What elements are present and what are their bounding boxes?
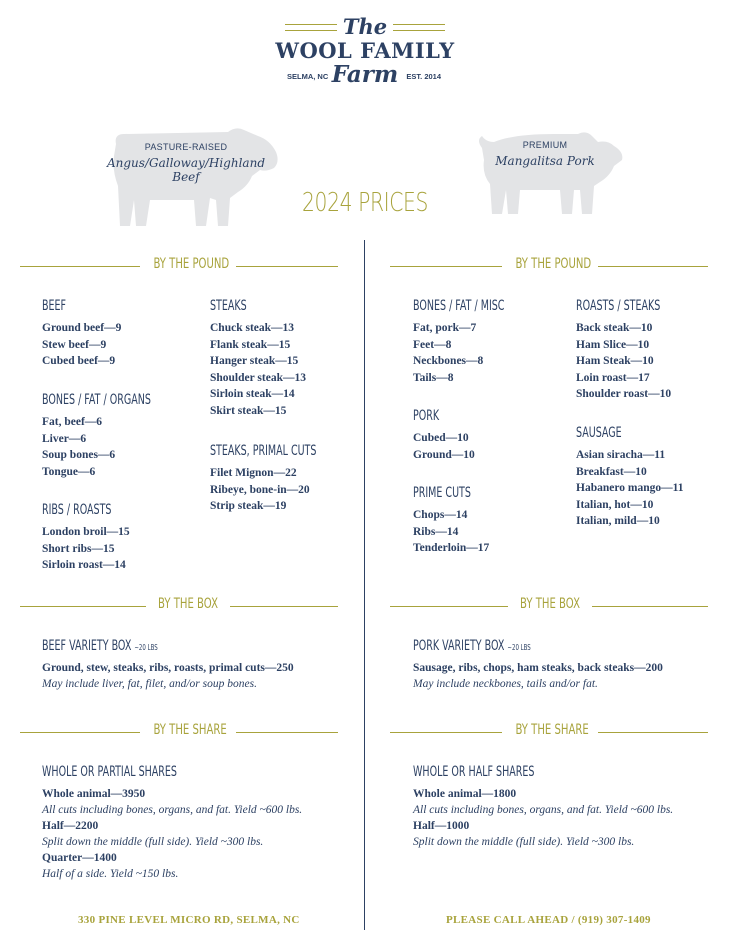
category-title	[413, 638, 583, 654]
box-weight: ~20 LBS	[507, 643, 531, 652]
beef-kicker: PASTURE-RAISED	[144, 142, 228, 152]
list-item: Hanger steak—15	[210, 355, 299, 368]
list-item: Chops—14	[413, 509, 468, 521]
beef-by-the-share-header	[20, 722, 338, 742]
pork-prime-category	[413, 485, 498, 557]
list-item: Sirloin steak—14	[210, 388, 295, 401]
list-item: Ham Slice—10	[576, 338, 650, 351]
list-item: Ground—10	[413, 448, 475, 461]
category-title: WHOLE OR PARTIAL SHARES	[42, 764, 177, 780]
category-title: STEAKS, PRIMAL CUTS	[210, 443, 317, 459]
logo-location: SELMA, NC	[287, 72, 329, 81]
header-rule	[598, 732, 708, 733]
header-rule	[20, 266, 140, 267]
list-item: Tongue—6	[42, 465, 96, 478]
header-label: BY THE SHARE	[153, 722, 227, 738]
page-title: 2024 PRICES	[302, 188, 428, 218]
list-item: Back steak—10	[576, 322, 653, 334]
box-line: Sausage, ribs, chops, ham steaks, back steaks—200	[413, 662, 663, 674]
list-item: Chuck steak—13	[210, 322, 295, 334]
header-label: BY THE BOX	[520, 596, 580, 612]
header-rule	[236, 732, 338, 733]
share-quarter-note: Half of a side. Yield ~150 lbs.	[42, 868, 179, 880]
beef-by-the-pound-header	[20, 256, 338, 276]
share-whole-note: All cuts including bones, organs, and fat. Yield ~600 lbs.	[42, 804, 303, 816]
pork-by-the-pound-header	[390, 256, 708, 276]
box-weight: ~20 LBS	[134, 643, 158, 652]
share-half-note: Split down the middle (full side). Yield ~300 lbs.	[413, 836, 635, 848]
list-item: Soup bones—6	[42, 449, 116, 462]
list-item: Ground beef—9	[42, 322, 122, 334]
beef-share-block	[42, 764, 302, 882]
list-item: Breakfast—10	[576, 465, 647, 478]
pork-share-block	[413, 764, 673, 850]
share-quarter: Quarter—1400	[42, 852, 117, 864]
list-item: Cubed—10	[413, 432, 469, 444]
pork-by-the-box-header	[390, 596, 708, 616]
category-title: WHOLE OR HALF SHARES	[413, 764, 535, 780]
category-title: PRIME CUTS	[413, 485, 471, 501]
list-item: London broil—15	[42, 526, 130, 538]
pork-sausage-category	[576, 425, 683, 530]
beef-label	[96, 142, 276, 184]
list-item: Strip steak—19	[210, 500, 287, 513]
pork-bones-category	[413, 298, 548, 386]
header-rule	[236, 266, 338, 267]
list-item: Habanero mango—11	[576, 482, 684, 495]
header-rule	[390, 266, 502, 267]
beef-by-the-box-header	[20, 596, 338, 616]
list-item: Ham Steak—10	[576, 355, 654, 368]
list-item: Tails—8	[413, 371, 454, 384]
list-item: Feet—8	[413, 338, 452, 351]
list-item: Cubed beef—9	[42, 355, 116, 368]
list-item: Ribs—14	[413, 525, 459, 538]
header-rule	[390, 732, 502, 733]
category-title	[42, 638, 213, 654]
list-item: Sirloin roast—14	[42, 559, 126, 572]
pork-label	[470, 140, 620, 168]
box-note: May include neckbones, tails and/or fat.	[413, 678, 598, 690]
category-title: PORK	[413, 408, 440, 424]
header-rule	[230, 606, 338, 607]
header-label: BY THE POUND	[515, 256, 592, 272]
header-rule	[592, 606, 708, 607]
logo-the: The	[342, 14, 388, 39]
header-label: BY THE SHARE	[515, 722, 589, 738]
header-rule	[390, 606, 508, 607]
list-item: Italian, hot—10	[576, 498, 654, 511]
beef-box-block	[42, 638, 294, 692]
header-label: BY THE BOX	[158, 596, 218, 612]
header-rule	[598, 266, 708, 267]
list-item: Neckbones—8	[413, 355, 484, 368]
box-title: BEEF VARIETY BOX	[42, 638, 132, 654]
list-item: Shoulder steak—13	[210, 371, 306, 384]
category-title: BONES / FAT / MISC	[413, 298, 505, 314]
logo-farm: Farm	[331, 61, 399, 88]
header-rule	[20, 606, 146, 607]
pork-kicker: PREMIUM	[522, 140, 568, 150]
footer-address: 330 PINE LEVEL MICRO RD, SELMA, NC	[78, 914, 300, 926]
pork-by-the-share-header	[390, 722, 708, 742]
list-item: Fat, pork—7	[413, 322, 477, 334]
share-whole-note: All cuts including bones, organs, and fat. Yield ~600 lbs.	[413, 804, 674, 816]
beef-bones-category	[42, 392, 202, 480]
list-item: Shoulder roast—10	[576, 388, 672, 401]
box-note: May include liver, fat, filet, and/or soup bones.	[42, 678, 257, 690]
beef-ribs-category	[42, 502, 144, 574]
pork-breed: Mangalitsa Pork	[495, 154, 595, 168]
list-item: Liver—6	[42, 432, 87, 445]
pork-category	[413, 408, 475, 463]
category-title: BONES / FAT / ORGANS	[42, 392, 151, 408]
logo-name: WOOL FAMILY	[275, 38, 455, 63]
share-half-note: Split down the middle (full side). Yield ~300 lbs.	[42, 836, 264, 848]
box-line: Ground, stew, steaks, ribs, roasts, primal cuts—250	[42, 662, 294, 674]
pork-box-block	[413, 638, 663, 692]
list-item: Stew beef—9	[42, 338, 107, 351]
beef-breed: Angus/Galloway/Highland Beef	[106, 156, 265, 184]
pork-roasts-category	[576, 298, 700, 403]
category-title: ROASTS / STEAKS	[576, 298, 661, 314]
beef-steaks-category	[210, 298, 306, 420]
list-item: Italian, mild—10	[576, 515, 660, 528]
share-half: Half—2200	[42, 820, 99, 832]
list-item: Asian siracha—11	[576, 449, 666, 461]
beef-category	[42, 298, 121, 370]
header-label: BY THE POUND	[153, 256, 230, 272]
farm-logo	[275, 14, 455, 88]
list-item: Skirt steak—15	[210, 404, 287, 417]
list-item: Tenderloin—17	[413, 542, 490, 555]
column-divider	[364, 240, 365, 930]
footer-phone: PLEASE CALL AHEAD / (919) 307-1409	[446, 914, 651, 926]
list-item: Flank steak—15	[210, 338, 291, 351]
share-whole: Whole animal—1800	[413, 788, 517, 800]
share-half: Half—1000	[413, 820, 470, 832]
list-item: Ribeye, bone-in—20	[210, 483, 310, 496]
list-item: Filet Mignon—22	[210, 467, 297, 479]
beef-primal-category	[210, 443, 367, 515]
category-title: RIBS / ROASTS	[42, 502, 112, 518]
box-title: PORK VARIETY BOX	[413, 638, 505, 654]
category-title: STEAKS	[210, 298, 247, 314]
list-item: Short ribs—15	[42, 542, 115, 555]
list-item: Loin roast—17	[576, 371, 650, 384]
category-title: BEEF	[42, 298, 67, 314]
list-item: Fat, beef—6	[42, 416, 103, 428]
logo-est: EST. 2014	[406, 72, 441, 81]
category-title: SAUSAGE	[576, 425, 622, 441]
header-rule	[20, 732, 140, 733]
share-whole: Whole animal—3950	[42, 788, 146, 800]
